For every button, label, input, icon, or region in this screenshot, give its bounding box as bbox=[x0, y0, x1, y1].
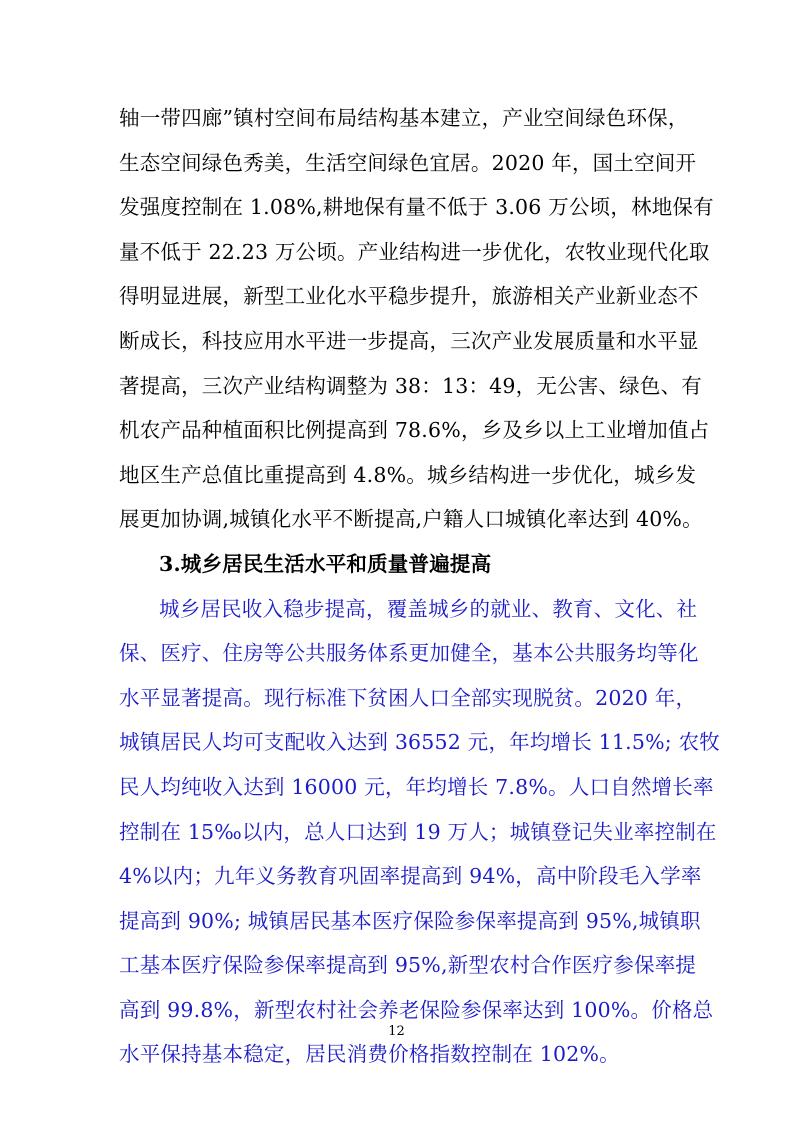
paragraph-1-line: 量不低于 22.23 万公顷。产业结构进一步优化，农牧业现代化取 bbox=[119, 239, 710, 264]
paragraph-1-line: 轴一带四廊”镇村空间布局结构基本建立，产业空间绿色环保， bbox=[119, 106, 689, 130]
section-heading: 3.城乡居民生活水平和质量普遍提高 bbox=[159, 551, 492, 576]
paragraph-2-line: 提高到 90%; 城镇居民基本医疗保险参保率提高到 95%,城镇职 bbox=[119, 908, 701, 933]
paragraph-2-line: 水平保持基本稳定，居民消费价格指数控制在 102%。 bbox=[119, 1042, 620, 1067]
paragraph-1-line: 生态空间绿色秀美，生活空间绿色宜居。2020 年，国土空间开 bbox=[119, 150, 697, 175]
page-number: 12 bbox=[388, 1024, 405, 1039]
page-body bbox=[119, 96, 721, 1077]
paragraph-1-line: 得明显进展，新型工业化水平稳步提升，旅游相关产业新业态不 bbox=[119, 284, 699, 309]
paragraph-2-line: 4%以内；九年义务教育巩固率提高到 94%，高中阶段毛入学率 bbox=[119, 864, 702, 889]
paragraph-2-line: 高到 99.8%，新型农村社会养老保险参保率达到 100%。价格总 bbox=[119, 997, 714, 1022]
paragraph-2-line: 民人均纯收入达到 16000 元，年均增长 7.8%。人口自然增长率 bbox=[119, 774, 714, 799]
paragraph-2-line: 控制在 15‰以内，总人口达到 19 万人；城镇登记失业率控制在 bbox=[119, 819, 717, 844]
paragraph-1-line: 著提高，三次产业结构调整为 38：13：49，无公害、绿色、有 bbox=[119, 373, 702, 398]
paragraph-1-line: 地区生产总值比重提高到 4.8%。城乡结构进一步优化，城乡发 bbox=[119, 462, 697, 487]
paragraph-1-line: 断成长，科技应用水平进一步提高，三次产业发展质量和水平显 bbox=[119, 328, 699, 353]
paragraph-2-line: 工基本医疗保险参保率提高到 95%,新型农村合作医疗参保率提 bbox=[119, 953, 697, 978]
paragraph-2-line: 城镇居民人均可支配收入达到 36552 元，年均增长 11.5%; 农牧 bbox=[119, 730, 721, 755]
paragraph-2-line: 水平显著提高。现行标准下贫困人口全部实现脱贫。2020 年， bbox=[119, 685, 697, 710]
paragraph-1-line: 机农产品种植面积比例提高到 78.6%，乡及乡以上工业增加值占 bbox=[119, 418, 710, 443]
paragraph-2-line: 保、医疗、住房等公共服务体系更加健全，基本公共服务均等化 bbox=[119, 641, 699, 666]
paragraph-2-line: 城乡居民收入稳步提高，覆盖城乡的就业、教育、文化、社 bbox=[159, 596, 698, 621]
paragraph-1-line: 发强度控制在 1.08%,耕地保有量不低于 3.06 万公顷，林地保有 bbox=[119, 195, 714, 220]
paragraph-1-line: 展更加协调,城镇化水平不断提高,户籍人口城镇化率达到 40%。 bbox=[119, 507, 703, 532]
